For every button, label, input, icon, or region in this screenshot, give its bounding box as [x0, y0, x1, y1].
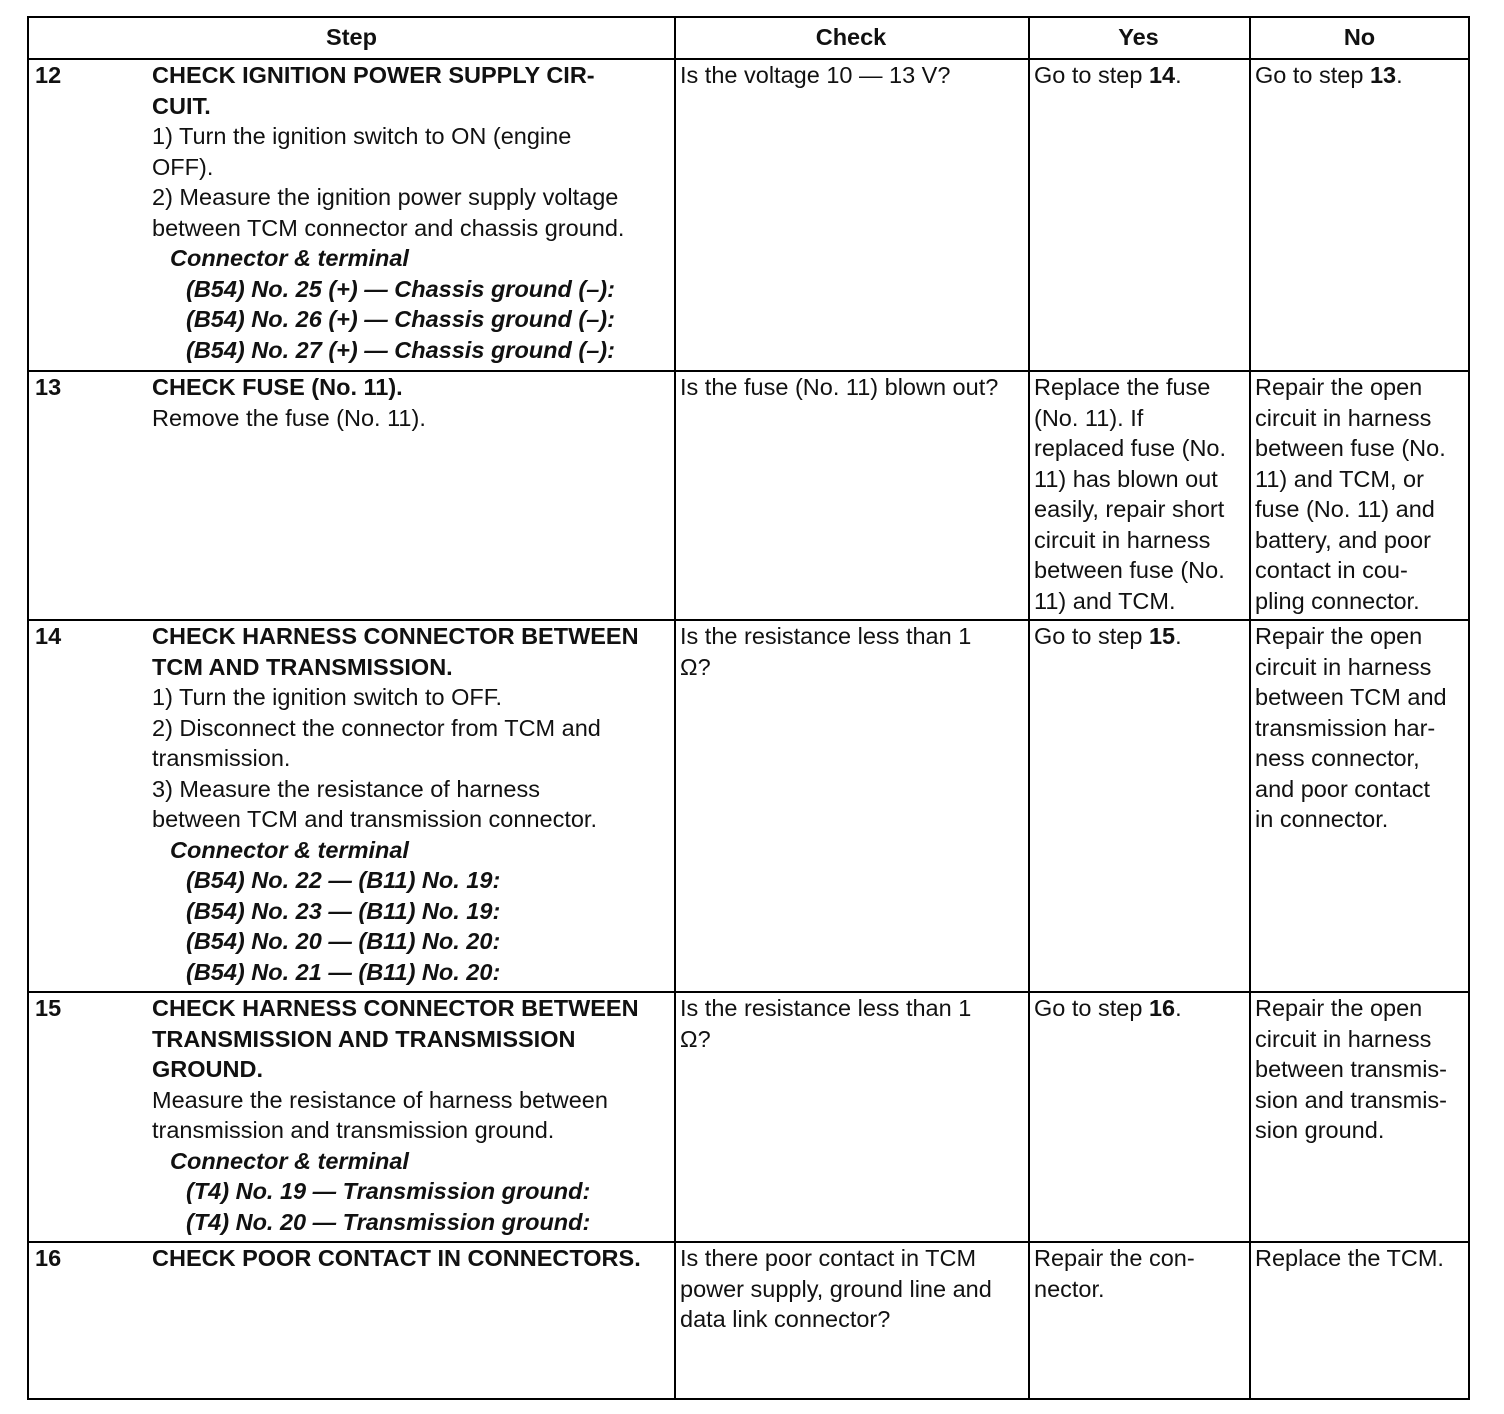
header-step: Step	[326, 24, 377, 50]
step-text-line: transmission and transmission ground.	[152, 1117, 555, 1143]
check-text-line: Ω?	[680, 1025, 711, 1052]
step-title-line: CHECK HARNESS CONNECTOR BETWEEN	[152, 995, 639, 1021]
yes-text-line: nector.	[1034, 1275, 1105, 1302]
step-text-line: 3) Measure the resistance of harness	[152, 775, 540, 802]
yes-text-line: replaced fuse (No.	[1034, 435, 1227, 461]
step-text-line: 2) Disconnect the connector from TCM and	[152, 714, 601, 741]
check-text-line: Is the fuse (No. 11) blown out?	[680, 374, 999, 400]
no-text-line: fuse (No. 11) and	[1255, 496, 1435, 522]
no-text-end: .	[1396, 62, 1403, 88]
check-cell	[680, 372, 1025, 403]
column-divider	[1249, 18, 1251, 1398]
step-description	[152, 993, 672, 1237]
step-description	[152, 621, 672, 987]
no-cell	[1255, 372, 1467, 616]
no-text-line: Repair the open	[1255, 374, 1423, 400]
yes-text-end: .	[1175, 62, 1182, 88]
connector-label: Connector & terminal	[170, 245, 409, 271]
no-cell	[1255, 60, 1467, 91]
yes-text-line: (No. 11). If	[1034, 404, 1144, 431]
step-title-line: CHECK IGNITION POWER SUPPLY CIR-	[152, 62, 595, 88]
no-text-line: Replace the TCM.	[1255, 1245, 1444, 1271]
no-text-line: ness connector,	[1255, 745, 1420, 771]
step-title-line: CHECK POOR CONTACT IN CONNECTORS.	[152, 1245, 641, 1271]
check-text-line: Is the resistance less than 1	[680, 995, 972, 1021]
no-text-line: circuit in harness	[1255, 653, 1432, 680]
connector-label: Connector & terminal	[170, 836, 409, 863]
diagnostic-table	[27, 16, 1470, 1400]
step-text-line: Measure the resistance of harness between	[152, 1086, 608, 1113]
yes-step-ref: 15	[1148, 623, 1176, 649]
no-text-line: Repair the open	[1255, 995, 1423, 1021]
header-yes: Yes	[1118, 24, 1159, 50]
connector-terminal-line: (B54) No. 25 (+) — Chassis ground (–):	[186, 275, 615, 302]
no-text-line: circuit in harness	[1255, 404, 1432, 431]
check-cell	[680, 60, 1025, 91]
header-check: Check	[815, 24, 887, 50]
yes-text-line: Repair the con-	[1034, 1245, 1195, 1271]
step-description	[152, 60, 672, 365]
no-text-line: battery, and poor	[1255, 526, 1431, 553]
no-text-line: 11) and TCM, or	[1255, 465, 1424, 492]
no-cell	[1255, 993, 1467, 1146]
no-text-line: between TCM and	[1255, 684, 1447, 710]
yes-cell	[1034, 621, 1246, 652]
step-title-line: CHECK HARNESS CONNECTOR BETWEEN	[152, 623, 639, 649]
column-divider	[1028, 18, 1030, 1398]
check-text-line: Is there poor contact in TCM	[680, 1245, 977, 1271]
connector-terminal-line: (B54) No. 21 — (B11) No. 20:	[186, 958, 501, 985]
connector-terminal-line: (B54) No. 22 — (B11) No. 19:	[186, 867, 501, 893]
yes-text-line: Replace the fuse	[1034, 374, 1211, 400]
step-text-line: between TCM connector and chassis ground.	[152, 214, 625, 241]
step-text-line: 1) Turn the ignition switch to ON (engine	[152, 123, 572, 149]
connector-terminal-line: (B54) No. 26 (+) — Chassis ground (–):	[186, 306, 615, 332]
column-divider	[674, 18, 676, 1398]
no-text-line: Repair the open	[1255, 623, 1423, 649]
yes-cell	[1034, 372, 1246, 616]
check-text-line: data link connector?	[680, 1306, 891, 1332]
connector-terminal-line: (B54) No. 27 (+) — Chassis ground (–):	[186, 336, 615, 363]
yes-text-end: .	[1175, 995, 1182, 1021]
connector-terminal-line: (T4) No. 19 — Transmission ground:	[186, 1178, 591, 1204]
no-step-ref: 13	[1369, 62, 1397, 88]
step-text-line: 1) Turn the ignition switch to OFF.	[152, 684, 503, 710]
no-text-line: sion and transmis-	[1255, 1086, 1447, 1113]
yes-text-line: 11) has blown out	[1034, 465, 1218, 492]
yes-text: Go to step	[1034, 623, 1149, 649]
no-cell	[1255, 621, 1467, 835]
no-text-line: contact in cou-	[1255, 557, 1408, 583]
yes-text-line: easily, repair short	[1034, 496, 1225, 522]
check-cell	[680, 621, 1025, 682]
step-number: 15	[35, 995, 62, 1021]
no-text-line: between transmis-	[1255, 1056, 1447, 1082]
yes-cell	[1034, 60, 1246, 91]
no-cell	[1255, 1243, 1467, 1274]
connector-terminal-line: (B54) No. 23 — (B11) No. 19:	[186, 897, 501, 924]
no-text-line: transmission har-	[1255, 714, 1436, 741]
yes-text: Go to step	[1034, 995, 1149, 1021]
no-text-line: circuit in harness	[1255, 1025, 1432, 1052]
yes-text-line: between fuse (No.	[1034, 557, 1225, 583]
no-text-line: pling connector.	[1255, 587, 1420, 614]
step-title-line: CUIT.	[152, 92, 211, 119]
check-text-line: Ω?	[680, 653, 711, 680]
step-text-line: transmission.	[152, 745, 291, 771]
check-text-line: power supply, ground line and	[680, 1275, 992, 1302]
check-cell	[680, 1243, 1025, 1335]
yes-text-line: circuit in harness	[1034, 526, 1211, 553]
no-text-line: in connector.	[1255, 806, 1389, 832]
connector-terminal-line: (T4) No. 20 — Transmission ground:	[186, 1208, 591, 1235]
no-text-line: and poor contact	[1255, 775, 1431, 802]
no-text-line: sion ground.	[1255, 1117, 1385, 1143]
yes-text-line: 11) and TCM.	[1034, 587, 1176, 614]
step-title-line: TCM AND TRANSMISSION.	[152, 653, 453, 680]
yes-step-ref: 14	[1148, 62, 1176, 88]
yes-step-ref: 16	[1148, 995, 1176, 1021]
step-text-line: OFF).	[152, 153, 214, 180]
step-number: 14	[35, 623, 62, 649]
step-title-line: GROUND.	[152, 1056, 263, 1082]
step-number: 12	[35, 62, 62, 88]
step-title-line: TRANSMISSION AND TRANSMISSION	[152, 1025, 576, 1052]
step-text-line: between TCM and transmission connector.	[152, 806, 597, 832]
connector-label: Connector & terminal	[170, 1147, 409, 1174]
yes-text: Go to step	[1034, 62, 1149, 88]
no-text: Go to step	[1255, 62, 1370, 88]
yes-cell	[1034, 993, 1246, 1024]
yes-text-end: .	[1175, 623, 1182, 649]
step-number: 16	[35, 1245, 62, 1271]
step-text-line: Remove the fuse (No. 11).	[152, 404, 426, 431]
yes-cell	[1034, 1243, 1246, 1304]
header-no: No	[1343, 24, 1376, 50]
step-text-line: 2) Measure the ignition power supply voltage	[152, 184, 619, 210]
check-text-line: Is the voltage 10 — 13 V?	[680, 62, 951, 88]
check-text-line: Is the resistance less than 1	[680, 623, 972, 649]
no-text-line: between fuse (No.	[1255, 435, 1446, 461]
check-cell	[680, 993, 1025, 1054]
step-title-line: CHECK FUSE (No. 11).	[152, 374, 403, 400]
step-number: 13	[35, 374, 62, 400]
connector-terminal-line: (B54) No. 20 — (B11) No. 20:	[186, 928, 501, 954]
step-description	[152, 372, 672, 433]
step-description	[152, 1243, 672, 1274]
